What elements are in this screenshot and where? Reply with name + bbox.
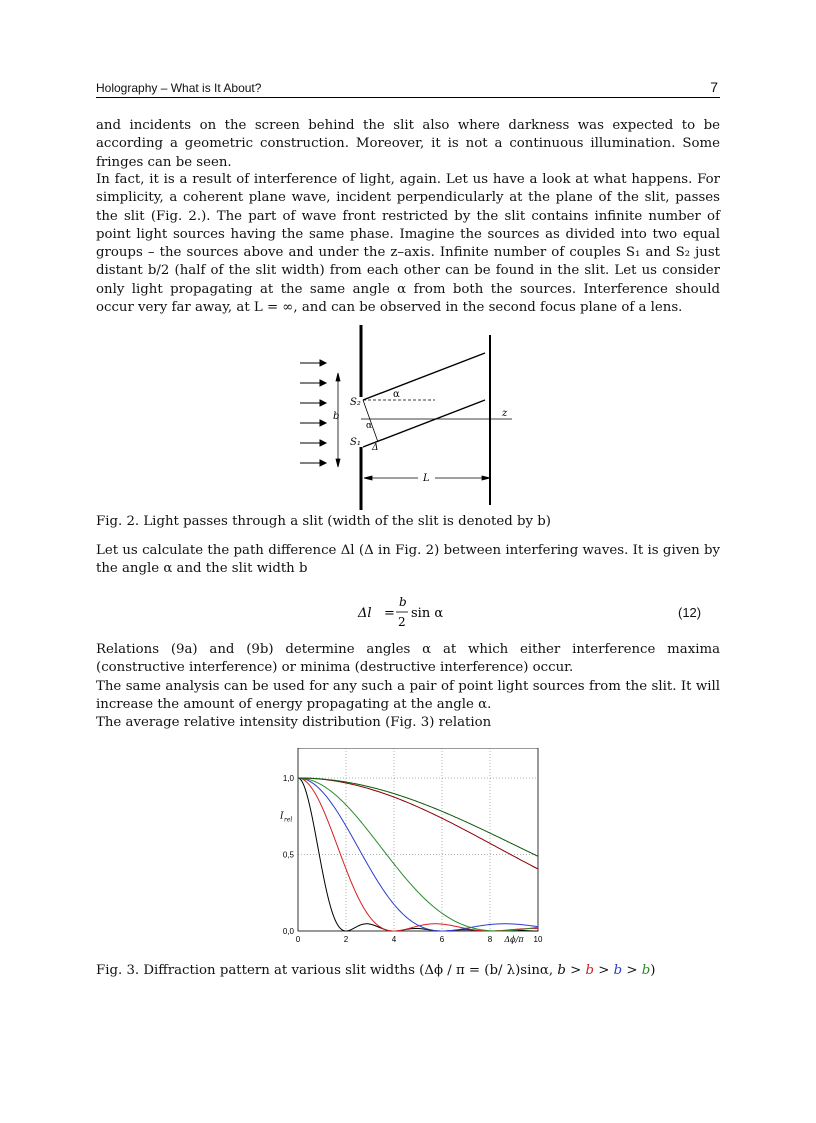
caption-suffix: ) [650, 963, 656, 978]
paragraph-4 [96, 641, 720, 732]
label-alpha-top: α [393, 389, 400, 400]
y-tick-label: 0,0 [282, 927, 294, 936]
figure-2-slit-diagram [290, 325, 530, 510]
page-header [96, 81, 720, 98]
figure-2-caption: Fig. 2. Light passes through a slit (width of the slit is denoted by b) [96, 514, 551, 529]
ray-upper [363, 353, 485, 400]
caption-prefix: Fig. 3. Diffraction pattern at various slit widths (Δϕ / π = (b/ λ)sinα, [96, 963, 558, 978]
paragraph-1: and incidents on the screen behind the slit also where darkness was expected to be according a geometric construction. Moreover, it is not a continuous illumination. Some fringes can be seen. [96, 118, 720, 170]
x-axis-label: Δϕ/π [504, 935, 524, 944]
x-tick-label: 0 [295, 935, 301, 944]
caption-b-red: b [585, 963, 595, 978]
label-s2: S₂ [350, 397, 361, 408]
label-z: z [502, 408, 508, 419]
figure-3-caption [96, 962, 720, 980]
ray-lower [363, 400, 485, 447]
plot-frame [298, 748, 538, 931]
label-delta: Δ [372, 443, 379, 453]
equation-number: (12) [678, 605, 702, 620]
paragraph-3: Let us calculate the path difference Δl (Δ in Fig. 2) between interfering waves. It is given by the angle α and the slit width b [96, 543, 720, 577]
eq-numerator: b [399, 595, 407, 609]
page-number: 7 [710, 79, 718, 95]
caption-gt-3: > [622, 963, 642, 978]
y-tick-label: 0,5 [282, 850, 294, 860]
label-s1: S₁ [350, 437, 361, 448]
series-line [298, 778, 538, 856]
series-line [298, 778, 538, 869]
eq-lhs: Δl [358, 606, 372, 621]
x-tick-label: 10 [533, 935, 543, 944]
eq-rhs: sin α [411, 606, 444, 621]
x-tick-label: 4 [391, 935, 397, 944]
label-alpha-mid: α [366, 421, 373, 431]
caption-gt-1: > [565, 963, 586, 978]
caption-b-black: b [557, 963, 566, 978]
equation-12 [356, 592, 476, 634]
paragraph-2: In fact, it is a result of interference of light, again. Let us have a look at what happens. For simplicity, a coherent plane wave, incident perpendicularly at the plane of the slit, passes the slit (Fig. 2.). The part of wave front restricted by the slit contains infinite number of point light sources having the same phase. Imagine the sources as divided into two equal groups – the sources above and under the z–axis. Infinite number of couples S₁ and S₂ just distant b/2 (half of the slit width) from each other can be found in the slit. Let us consider only light propagating at the same angle α from both the sources. Interference should occur very far away, at L = ∞, and can be observed in the second focus plane of a lens. [96, 172, 720, 316]
running-title: Holography – What is It About? [96, 81, 262, 95]
paragraph-4a: Relations (9a) and (9b) determine angles α at which either interference maxima (constructive interference) or minima (destructive interference) occur. [96, 642, 720, 676]
figure-3-chart [270, 748, 550, 948]
caption-gt-2: > [594, 963, 614, 978]
x-tick-label: 8 [487, 935, 493, 944]
y-axis-label: I [280, 811, 284, 822]
y-axis-label-sub: rel [284, 816, 293, 824]
label-b: b [333, 411, 340, 422]
x-tick-label: 6 [439, 935, 445, 944]
paragraph-4b: The same analysis can be used for any such a pair of point light sources from the slit. It will increase the amount of energy propagating at the angle α. [96, 678, 720, 712]
x-tick-label: 2 [343, 935, 349, 944]
y-tick-label: 1,0 [282, 774, 294, 783]
incident-arrows [300, 360, 326, 466]
label-L: L [423, 473, 430, 484]
caption-b-blue: b [613, 963, 623, 978]
caption-b-green: b [641, 963, 651, 978]
paragraph-4c: The average relative intensity distribution (Fig. 3) relation [96, 715, 492, 731]
eq-equals: = [384, 606, 395, 621]
eq-denominator: 2 [398, 615, 406, 629]
